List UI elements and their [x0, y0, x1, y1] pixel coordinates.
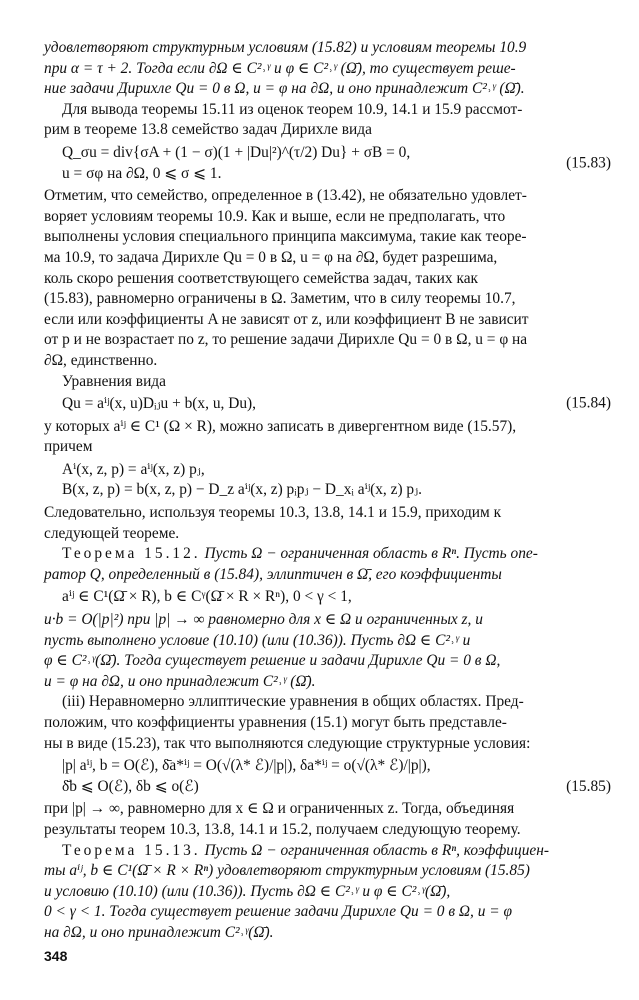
text-line: на ∂Ω, и оно принадлежит C²˒ᵞ(Ω̄). [44, 923, 274, 941]
text-line: положим, что коэффициенты уравнения (15.1) могут быть представле- [44, 714, 507, 731]
text-line: у которых aⁱʲ ∈ C¹ (Ω × R), можно записать в дивергентном виде (15.57), [44, 417, 517, 435]
equation-line: Aⁱ(x, z, p) = aⁱʲ(x, z) pⱼ, [62, 460, 205, 478]
paragraph-family-remark [44, 186, 611, 371]
equation-line: u = σφ на ∂Ω, 0 ⩽ σ ⩽ 1. [62, 164, 222, 182]
text-line: (15.83), равномерно ограничены в Ω. Заметим, что в силу теоремы 10.7, [44, 290, 516, 308]
text-line: результаты теорем 10.3, 13.8, 14.1 и 15.2, получаем следующую теорему. [44, 820, 521, 838]
equation-number: (15.85) [566, 777, 611, 795]
paragraph-derivation-intro [44, 100, 611, 141]
text-line: рим в теореме 13.8 семейство задач Дирихле вида [44, 121, 372, 139]
text-line: ма 10.9, то задача Дирихле Qu = 0 в Ω, u = φ на ∂Ω, будет разрешима, [44, 248, 498, 266]
page-number: 348 [44, 948, 68, 964]
text-line: Для вывода теоремы 15.11 из оценок теорем 10.9, 14.1 и 15.9 рассмот- [62, 100, 523, 118]
text-line: причем [44, 438, 93, 456]
text-line: и условию (10.10) (или (10.36)). Пусть ∂Ω ∈ C²˒ᵞ и φ ∈ C²˒ᵞ(Ω̄), [44, 882, 451, 900]
equation-line: Qu = aⁱʲ(x, u)Dᵢⱼu + b(x, u, Du), [62, 395, 256, 413]
text-line: ние задачи Дирихле Qu = 0 в Ω, u = φ на ∂Ω, и оно принадлежит C²˒ᵞ (Ω̄). [44, 80, 525, 98]
text-line: Следовательно, используя теоремы 10.3, 13.8, 14.1 и 15.9, приходим к [44, 504, 502, 522]
equation-line: B(x, z, p) = b(x, z, p) − D_z aⁱʲ(x, z) pᵢpⱼ − D_xᵢ aⁱʲ(x, z) pⱼ. [62, 481, 423, 499]
text-line: (iii) Неравномерно эллиптические уравнения в общих областях. Пред- [62, 693, 524, 711]
text-line: ратор Q, определенный в (15.84), эллиптичен в Ω̄, его коэффициенты [44, 565, 502, 583]
text-line: если или коэффициенты A не зависят от z, или коэффициент B не зависит [44, 310, 529, 328]
text-line: воряет условиям теоремы 10.9. Как и выше, если не предполагать, что [44, 207, 506, 225]
paragraph-combining [44, 799, 611, 840]
paragraph-equations-of-form: Уравнения вида [62, 372, 166, 390]
text-line: u·b = O(|p|²) при |p| → ∞ равномерно для x ∈ Ω и ограниченных z, и [44, 611, 483, 629]
text-line: Отметим, что семейство, определенное в (13.42), не обязательно удовлет- [44, 187, 527, 205]
text-line: 0 < γ < 1. Тогда существует решение задачи Дирихле Qu = 0 в Ω, u = φ [44, 903, 512, 921]
text-line: φ ∈ C²˒ᵞ(Ω̄). Тогда существует решение и задачи Дирихле Qu = 0 в Ω, [44, 652, 501, 670]
text-line: при |p| → ∞, равномерно для x ∈ Ω и ограниченных z. Тогда, объединяя [44, 800, 515, 818]
text-line: коль скоро решения соответствующего семейства задач, таких как [44, 269, 479, 287]
text-line: Пусть Ω − ограниченная область в Rⁿ. Пусть опе- [204, 545, 538, 563]
theorem-label: Теорема 15.13. [62, 841, 201, 859]
text-line: пусть выполнено условие (10.10) (или (10.36)). Пусть ∂Ω ∈ C²˒ᵞ и [44, 631, 471, 649]
paragraph-divergence-form [44, 417, 611, 458]
equation-15-85 [44, 756, 611, 797]
text-line: ∂Ω, единственно. [44, 351, 158, 369]
equation-number: (15.83) [566, 154, 611, 172]
equation-A-B [44, 460, 611, 501]
equation-15-84 [44, 394, 611, 415]
theorem-label: Теорема 15.12. [62, 545, 201, 563]
text-line: удовлетворяют структурным условиям (15.82) и условиям теоремы 10.9 [44, 39, 527, 56]
paragraph-theorem-continuation [44, 38, 611, 100]
text-line: следующей теореме. [44, 524, 180, 542]
equation-line: Q_σu = div{σA + (1 − σ)(1 + |Du|²)^(τ/2) Du} + σB = 0, [62, 143, 411, 161]
text-line: от p и не возрастает по z, то решение задачи Дирихле Qu = 0 в Ω, u = φ на [44, 331, 528, 349]
paragraph-consequently [44, 503, 611, 544]
equation-15-83 [44, 143, 611, 184]
theorem-15-12 [44, 544, 611, 692]
paragraph-nonuniform-elliptic [44, 692, 611, 754]
equation-number: (15.84) [566, 395, 611, 413]
text-line: ты aⁱʲ, b ∈ C¹(Ω̄ × R × Rⁿ) удовлетворяют структурным условиям (15.85) [44, 862, 530, 880]
text-line: u = φ на ∂Ω, и оно принадлежит C²˒ᵞ (Ω̄). [44, 672, 316, 690]
text-line: ны в виде (15.23), так что выполняются следующие структурные условия: [44, 734, 531, 752]
equation-line: |p| aⁱʲ, b = O(ℰ), δ̄a*ⁱʲ = O(√(λ* ℰ)/|p|), δa*ⁱʲ = o(√(λ* ℰ)/|p|), [62, 757, 431, 775]
theorem-formula: aⁱʲ ∈ C¹(Ω̄ × R), b ∈ Cᵞ(Ω̄ × R × Rⁿ), 0 < γ < 1, [62, 588, 352, 606]
theorem-15-13 [44, 841, 611, 944]
text-line: Пусть Ω − ограниченная область в Rⁿ, коэффициен- [204, 841, 549, 859]
text-line: выполнены условия специального принципа максимума, такие как теоре- [44, 228, 527, 246]
text-line: при α = τ + 2. Тогда если ∂Ω ∈ C²˒ᵞ и φ ∈ C²˒ᵞ (Ω̄), то существует реше- [44, 59, 516, 77]
equation-line: δ̄b ⩽ O(ℰ), δb ⩽ o(ℰ) [62, 777, 199, 795]
